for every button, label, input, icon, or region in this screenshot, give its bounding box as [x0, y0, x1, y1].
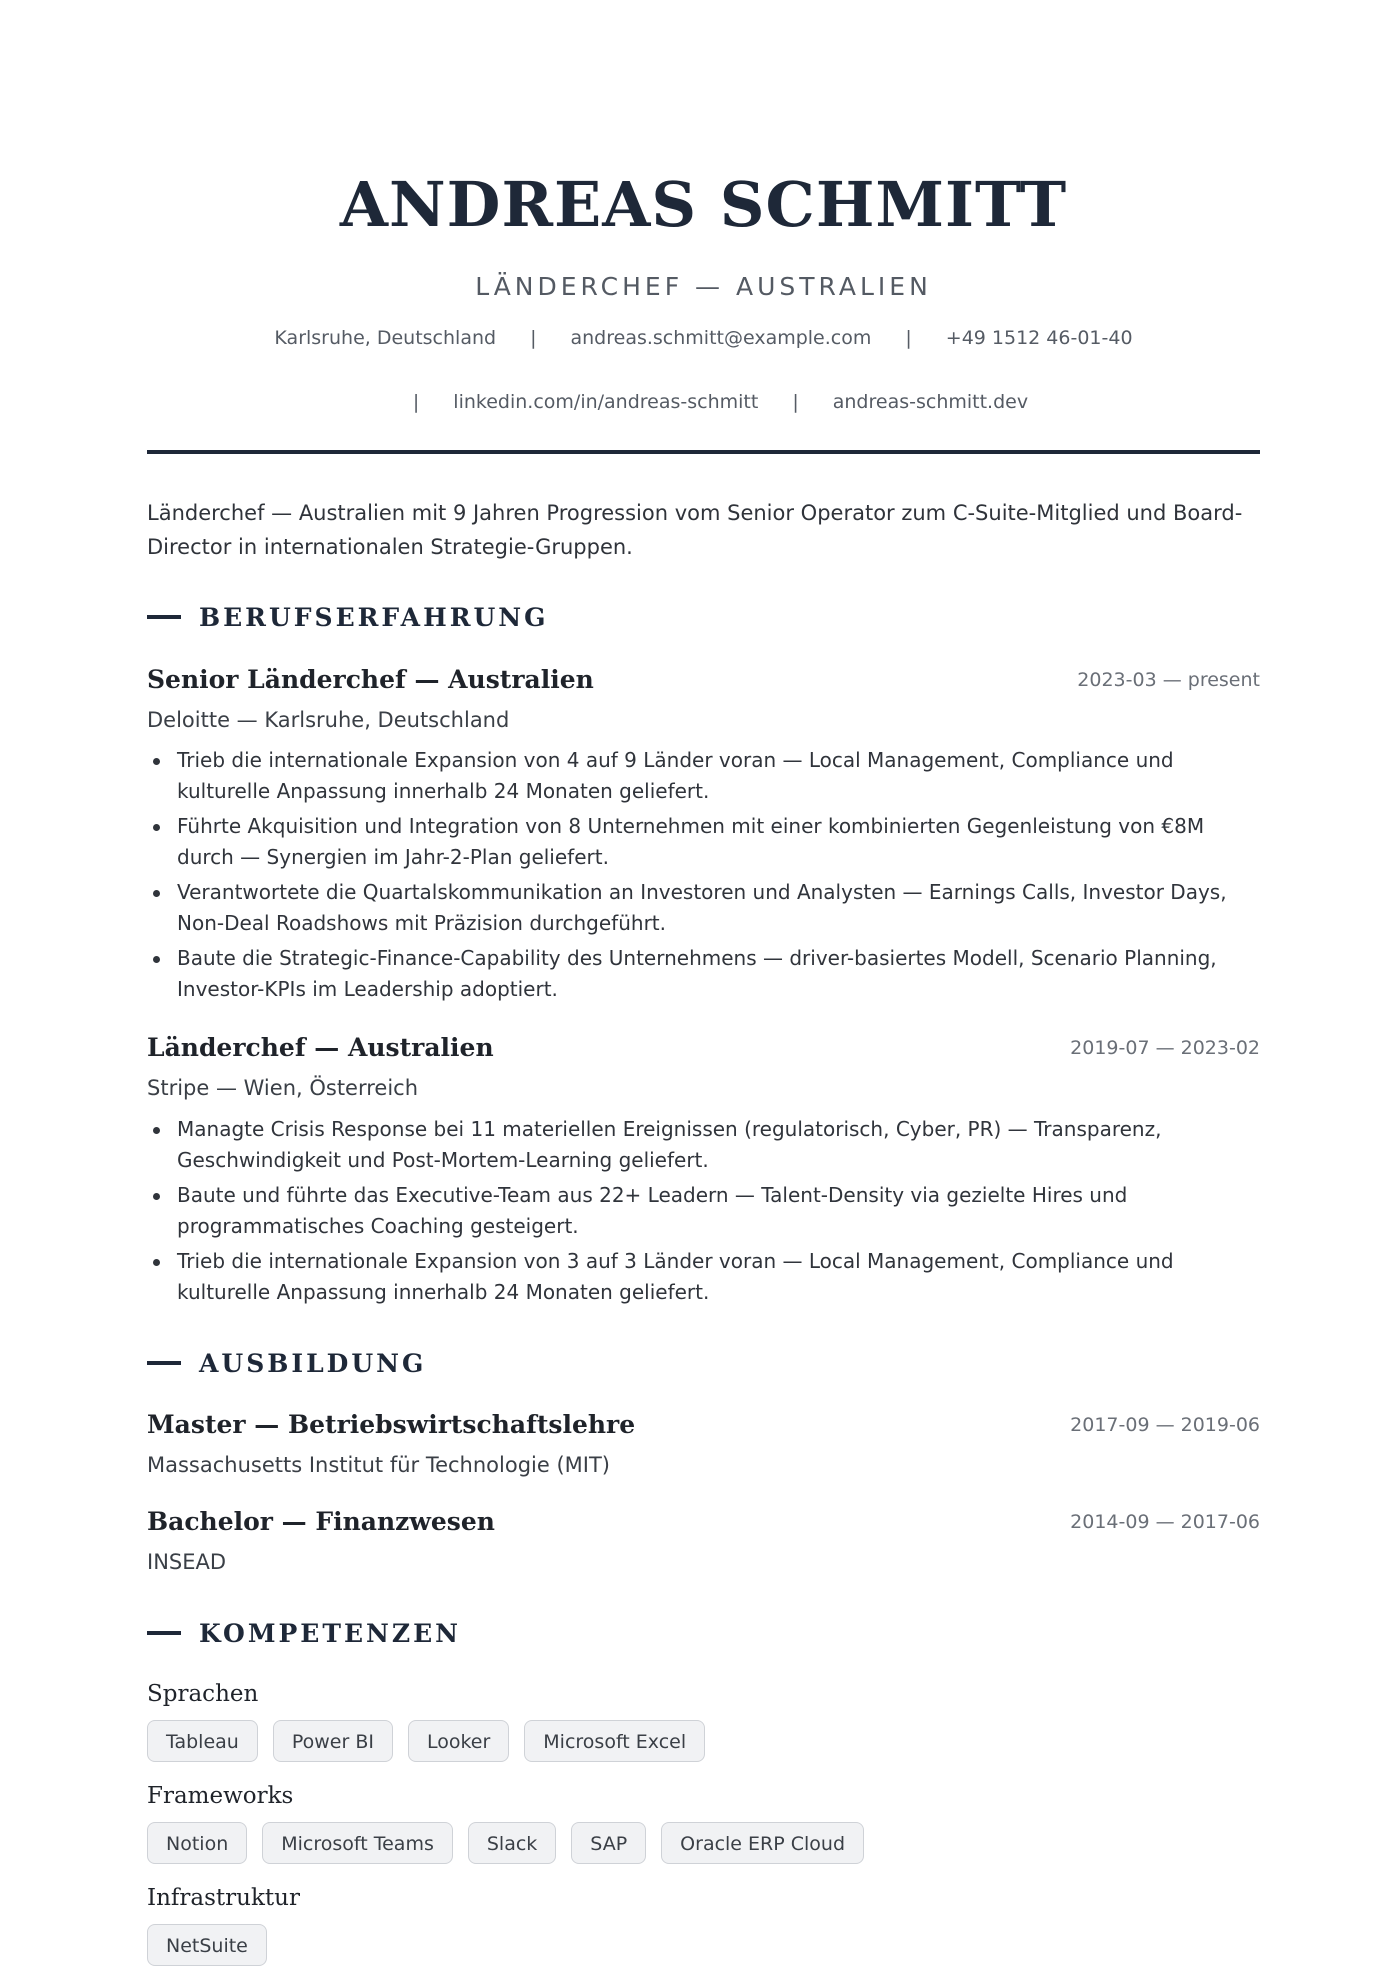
contact-separator: | [530, 327, 537, 349]
education-school: Massachusetts Institut für Technologie (MIT) [147, 1453, 610, 1477]
skill-tag: NetSuite [147, 1924, 267, 1966]
job-bullet: Verantwortete die Quartalskommunikation an Investoren und Analysten — Earnings Calls, Investor Days, Non-Deal Roadshows mit Präzision durchgeführt. [147, 877, 1260, 939]
skill-tag: Notion [147, 1822, 247, 1864]
contact-phone: +49 1512 46-01-40 [945, 327, 1133, 349]
education-degree: Master — Betriebswirtschaftslehre [147, 1410, 636, 1439]
section-heading-education [147, 1347, 1260, 1381]
job-bullet: Managte Crisis Response bei 11 materiellen Ereignissen (regulatorisch, Cyber, PR) — Transparenz, Geschwindigkeit und Post-Mortem-Learning geliefert. [147, 1114, 1260, 1176]
education-dates: 2014-09 — 2017-06 [1070, 1511, 1260, 1533]
job-bullets [147, 1114, 1260, 1312]
job-bullet: Baute und führte das Executive-Team aus 22+ Leadern — Talent-Density via gezielte Hires und programmatisches Coaching gesteigert. [147, 1180, 1260, 1242]
skill-category-label: Infrastruktur [147, 1885, 300, 1911]
header-divider [147, 450, 1260, 454]
skill-tags [147, 1924, 267, 1966]
job-bullet: Trieb die internationale Expansion von 4 auf 9 Länder voran — Local Management, Compliance und kulturelle Anpassung innerhalb 24 Monaten geliefert. [147, 745, 1260, 807]
skill-tag: Slack [468, 1822, 556, 1864]
contact-line-secondary [147, 388, 1260, 416]
contact-website[interactable]: andreas-schmitt.dev [832, 391, 1029, 413]
skill-category-label: Sprachen [147, 1681, 259, 1707]
contact-separator: | [792, 391, 799, 413]
education-degree: Bachelor — Finanzwesen [147, 1507, 495, 1536]
section-heading-label: AUSBILDUNG [199, 1349, 427, 1378]
contact-line-primary [147, 324, 1260, 352]
job-company: Deloitte — Karlsruhe, Deutschland [147, 708, 510, 732]
section-heading-label: BERUFSERFAHRUNG [199, 603, 549, 632]
skill-tags [147, 1822, 864, 1864]
section-heading-bar [147, 1631, 181, 1635]
skill-tag: Oracle ERP Cloud [661, 1822, 864, 1864]
job-bullet: Baute die Strategic-Finance-Capability des Unternehmens — driver-basiertes Modell, Scenario Planning, Investor-KPIs im Leadership adoptiert. [147, 943, 1260, 1005]
skill-tags [147, 1720, 705, 1762]
contact-email[interactable]: andreas.schmitt@example.com [570, 327, 872, 349]
skill-tag: Tableau [147, 1720, 258, 1762]
section-heading-experience [147, 601, 1260, 635]
job-bullets [147, 745, 1260, 1009]
education-dates: 2017-09 — 2019-06 [1070, 1414, 1260, 1436]
skill-tag: Microsoft Teams [262, 1822, 453, 1864]
section-heading-bar [147, 615, 181, 619]
candidate-name: ANDREAS SCHMITT [339, 168, 1068, 241]
job-dates: 2023-03 — present [1077, 669, 1260, 691]
contact-separator: | [412, 391, 420, 413]
profile-summary: Länderchef — Australien mit 9 Jahren Progression vom Senior Operator zum C-Suite-Mitglied und Board-Director in internationalen Strategie-Gruppen. [147, 501, 1243, 559]
job-bullet: Führte Akquisition und Integration von 8 Unternehmen mit einer kombinierten Gegenleistung von €8M durch — Synergien im Jahr-2-Plan geliefert. [147, 811, 1260, 873]
job-title: Senior Länderchef — Australien [147, 665, 594, 694]
skill-tag: SAP [571, 1822, 646, 1864]
contact-separator: | [905, 327, 912, 349]
job-company: Stripe — Wien, Österreich [147, 1076, 419, 1100]
education-school: INSEAD [147, 1550, 227, 1574]
skill-category-label: Frameworks [147, 1783, 294, 1809]
contact-location: Karlsruhe, Deutschland [274, 327, 497, 349]
section-heading-bar [147, 1361, 181, 1365]
job-bullet: Trieb die internationale Expansion von 3 auf 3 Länder voran — Local Management, Compliance und kulturelle Anpassung innerhalb 24 Monaten geliefert. [147, 1246, 1260, 1308]
skill-tag: Microsoft Excel [524, 1720, 705, 1762]
candidate-role: LÄNDERCHEF — AUSTRALIEN [475, 272, 932, 301]
contact-linkedin[interactable]: linkedin.com/in/andreas-schmitt [453, 391, 759, 413]
skill-tag: Power BI [273, 1720, 393, 1762]
job-dates: 2019-07 — 2023-02 [1070, 1037, 1260, 1059]
skill-tag: Looker [408, 1720, 509, 1762]
section-heading-skills [147, 1617, 1260, 1651]
section-heading-label: KOMPETENZEN [199, 1619, 462, 1648]
job-title: Länderchef — Australien [147, 1033, 494, 1062]
